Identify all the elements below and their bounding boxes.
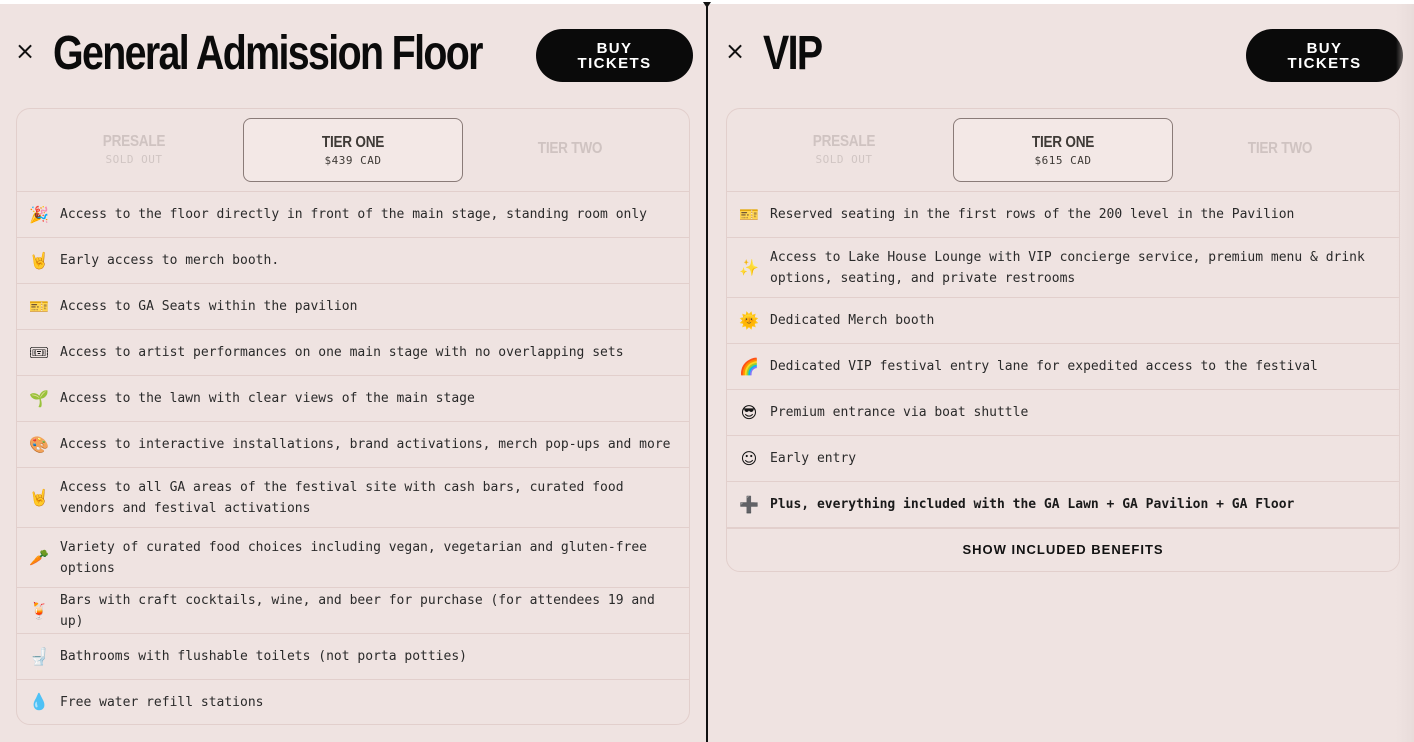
tier-name: TIER ONE — [321, 133, 385, 151]
benefit-text: Free water refill stations — [60, 694, 264, 710]
page-title: VIP — [763, 27, 822, 80]
list-item — [17, 468, 689, 528]
benefit-text: Dedicated Merch booth — [770, 313, 935, 328]
list-item — [17, 422, 689, 468]
tab-tier-one[interactable] — [953, 118, 1173, 182]
close-icon[interactable]: × — [14, 37, 36, 65]
tier-selector — [727, 109, 1399, 192]
tier-name: TIER TWO — [1247, 140, 1313, 157]
tier-status: SOLD OUT — [105, 152, 163, 166]
benefit-text: Bars with craft cocktails, wine, and beer for purchase (for attendees 19 and up) — [60, 592, 655, 629]
tier-name: TIER TWO — [537, 140, 603, 157]
benefit-text: Reserved seating in the first rows of the 200 level in the Pavilion — [770, 207, 1295, 222]
tab-presale[interactable] — [25, 118, 243, 180]
sparkles-icon: ✨ — [739, 257, 759, 277]
sun-icon: 🌞 — [739, 310, 759, 330]
edge-shadow — [1396, 4, 1414, 742]
plus-icon: ➕ — [739, 494, 759, 514]
smiling-face-icon: ☺ — [740, 448, 758, 468]
list-item — [17, 634, 689, 680]
benefit-text: Access to the lawn with clear views of the main stage — [60, 391, 475, 406]
benefit-text: Variety of curated food choices including vegan, vegetarian and gluten-free options — [60, 539, 647, 576]
tier-name: PRESALE — [812, 132, 876, 150]
list-item — [727, 192, 1399, 238]
list-item — [727, 298, 1399, 344]
list-item — [17, 588, 689, 634]
buy-tickets-button[interactable]: BUY TICKETS — [536, 29, 693, 82]
wristband-icon: 🎟 — [29, 342, 50, 362]
ga-floor-header — [0, 4, 705, 104]
vip-header — [710, 4, 1414, 104]
cocktail-icon: 🍹 — [29, 600, 49, 620]
benefit-text: Access to interactive installations, brand activations, merch pop-ups and more — [60, 437, 671, 452]
benefit-text: Access to GA Seats within the pavilion — [60, 299, 358, 314]
list-item — [17, 528, 689, 588]
tab-tier-two[interactable] — [1171, 118, 1389, 180]
list-item — [17, 192, 689, 238]
list-item — [727, 390, 1399, 436]
ga-floor-card — [16, 108, 690, 725]
list-item — [17, 284, 689, 330]
list-item — [727, 238, 1399, 298]
ticket-icon: 🎫 — [739, 204, 759, 224]
sunglasses-face-icon: 😎 — [740, 402, 758, 422]
seedling-icon: 🌱 — [29, 388, 49, 408]
tier-selector — [17, 109, 689, 192]
panel-divider — [706, 4, 708, 742]
water-drop-icon: 💧 — [29, 692, 49, 711]
close-icon[interactable]: × — [724, 37, 746, 65]
benefit-text: Access to artist performances on one main stage with no overlapping sets — [60, 345, 624, 360]
tab-tier-one[interactable] — [243, 118, 463, 182]
rainbow-icon: 🌈 — [739, 356, 759, 376]
benefit-text: Early access to merch booth. — [60, 253, 280, 268]
benefit-text: Access to the floor directly in front of the main stage, standing room only — [60, 207, 647, 222]
rock-hand-icon: 🤘 — [29, 250, 49, 270]
tab-tier-two[interactable] — [461, 118, 679, 180]
tier-price: $439 CAD — [324, 153, 382, 167]
list-item — [727, 344, 1399, 390]
show-included-benefits-button[interactable]: SHOW INCLUDED BENEFITS — [727, 528, 1399, 571]
tier-price: $615 CAD — [1034, 153, 1092, 167]
rock-hand-icon: 🤘 — [29, 487, 49, 507]
list-item — [17, 330, 689, 376]
benefit-text: Bathrooms with flushable toilets (not porta potties) — [60, 649, 467, 664]
page-title: General Admission Floor — [53, 27, 482, 80]
benefit-text: Access to Lake House Lounge with VIP concierge service, premium menu & drink options, seating, and private restrooms — [770, 249, 1365, 286]
vip-card — [726, 108, 1400, 572]
list-item — [727, 436, 1399, 482]
list-item — [17, 680, 689, 724]
benefit-text: Dedicated VIP festival entry lane for expedited access to the festival — [770, 359, 1318, 374]
buy-tickets-button[interactable]: BUY TICKETS — [1246, 29, 1403, 82]
tier-status: SOLD OUT — [815, 152, 873, 166]
ticket-icon: 🎫 — [29, 296, 49, 316]
benefit-text: Premium entrance via boat shuttle — [770, 405, 1029, 420]
tab-presale[interactable] — [735, 118, 953, 180]
vip-panel — [710, 4, 1414, 742]
party-popper-icon: 🎉 — [29, 204, 49, 224]
carrot-icon: 🥕 — [29, 547, 49, 567]
benefit-text: Access to all GA areas of the festival site with cash bars, curated food vendors and festival activations — [60, 479, 624, 516]
ga-floor-panel — [0, 4, 705, 742]
benefit-text: Plus, everything included with the GA Lawn + GA Pavilion + GA Floor — [770, 497, 1295, 512]
tier-name: TIER ONE — [1031, 133, 1095, 151]
benefit-text: Early entry — [770, 451, 857, 466]
toilet-icon: 🚽 — [29, 646, 49, 666]
list-item — [727, 482, 1399, 528]
list-item — [17, 376, 689, 422]
tier-name: PRESALE — [102, 132, 166, 150]
palette-icon: 🎨 — [29, 434, 49, 454]
list-item — [17, 238, 689, 284]
